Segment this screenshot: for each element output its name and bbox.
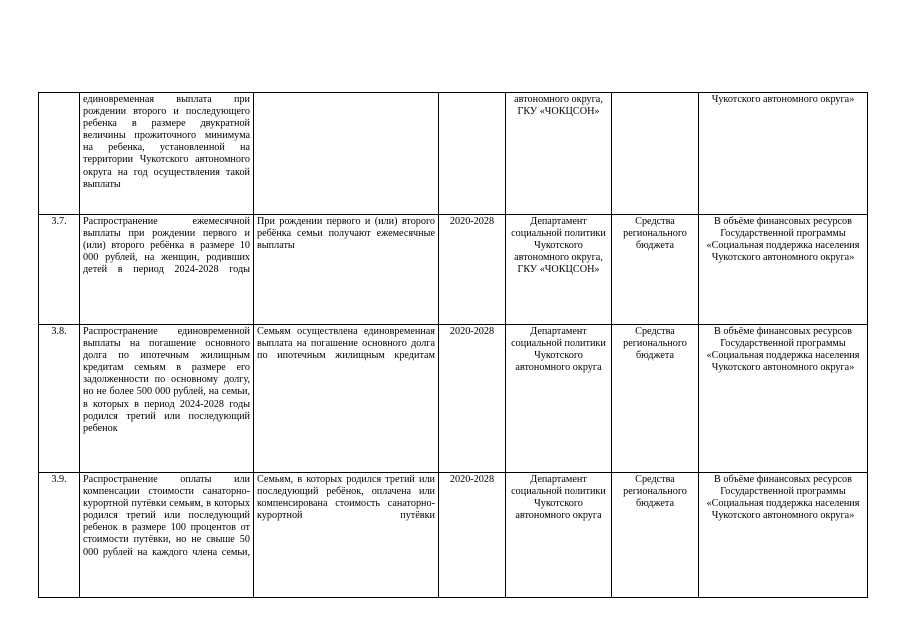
table-row bbox=[39, 473, 868, 598]
table-row bbox=[39, 93, 868, 215]
row-number bbox=[39, 93, 80, 215]
period-cell: 2020-2028 bbox=[439, 473, 506, 598]
table-row bbox=[39, 215, 868, 325]
period-cell bbox=[439, 93, 506, 215]
activity-cell: единовременная выплата при рождении второго и последующего ребенка в размере двукратной величины прожиточного минимума на ребенка, установленной на территории Чукотского автономного округа на год осуществления такой выплаты bbox=[80, 93, 254, 215]
table-row bbox=[39, 325, 868, 473]
period-cell: 2020-2028 bbox=[439, 215, 506, 325]
result-cell: При рождении первого и (или) второго ребёнка семьи получают ежемесячные выплаты bbox=[254, 215, 439, 325]
executor-cell: автономного округа, ГКУ «ЧОКЦСОН» bbox=[506, 93, 612, 215]
period-cell: 2020-2028 bbox=[439, 325, 506, 473]
source-cell: Средства регионального бюджета bbox=[612, 215, 699, 325]
row-number: 3.8. bbox=[39, 325, 80, 473]
measures-table bbox=[38, 92, 868, 598]
executor-cell: Департамент социальной политики Чукотского автономного округа, ГКУ «ЧОКЦСОН» bbox=[506, 215, 612, 325]
result-cell: Семьям осуществлена единовременная выплата на погашение основного долга по ипотечным жилищным кредитам bbox=[254, 325, 439, 473]
volume-cell: В объёме финансовых ресурсов Государственной программы «Социальная поддержка населения Чукотского автономного округа» bbox=[699, 215, 868, 325]
source-cell: Средства регионального бюджета bbox=[612, 473, 699, 598]
activity-cell: Распространение ежемесячной выплаты при рождении первого и (или) второго ребёнка в размере 10 000 рублей, на женщин, родивших детей в период 2024-2028 годы bbox=[80, 215, 254, 325]
volume-cell: В объёме финансовых ресурсов Государственной программы «Социальная поддержка населения Чукотского автономного округа» bbox=[699, 473, 868, 598]
source-cell: Средства регионального бюджета bbox=[612, 325, 699, 473]
executor-cell: Департамент социальной политики Чукотского автономного округа bbox=[506, 325, 612, 473]
result-cell bbox=[254, 93, 439, 215]
activity-cell: Распространение единовременной выплаты на погашение основного долга по ипотечным жилищным кредитам семьям в размере его задолженности по основному долгу, но не более 500 000 рублей, на семьи, в которых в период 2024-2028 годы родился третий или последующий ребенок bbox=[80, 325, 254, 473]
result-cell: Семьям, в которых родился третий или последующий ребёнок, оплачена или компенсирована стоимость санаторно-курортной путёвки bbox=[254, 473, 439, 598]
activity-cell: Распространение оплаты или компенсации стоимости санаторно-курортной путёвки семьям, в которых родился третий или последующий ребенок в размере 100 процентов от стоимости путёвки, но не свыше 50 000 рублей на каждого члена семьи, bbox=[80, 473, 254, 598]
volume-cell: Чукотского автономного округа» bbox=[699, 93, 868, 215]
row-number: 3.7. bbox=[39, 215, 80, 325]
executor-cell: Департамент социальной политики Чукотского автономного округа bbox=[506, 473, 612, 598]
source-cell bbox=[612, 93, 699, 215]
row-number: 3.9. bbox=[39, 473, 80, 598]
volume-cell: В объёме финансовых ресурсов Государственной программы «Социальная поддержка населения Чукотского автономного округа» bbox=[699, 325, 868, 473]
